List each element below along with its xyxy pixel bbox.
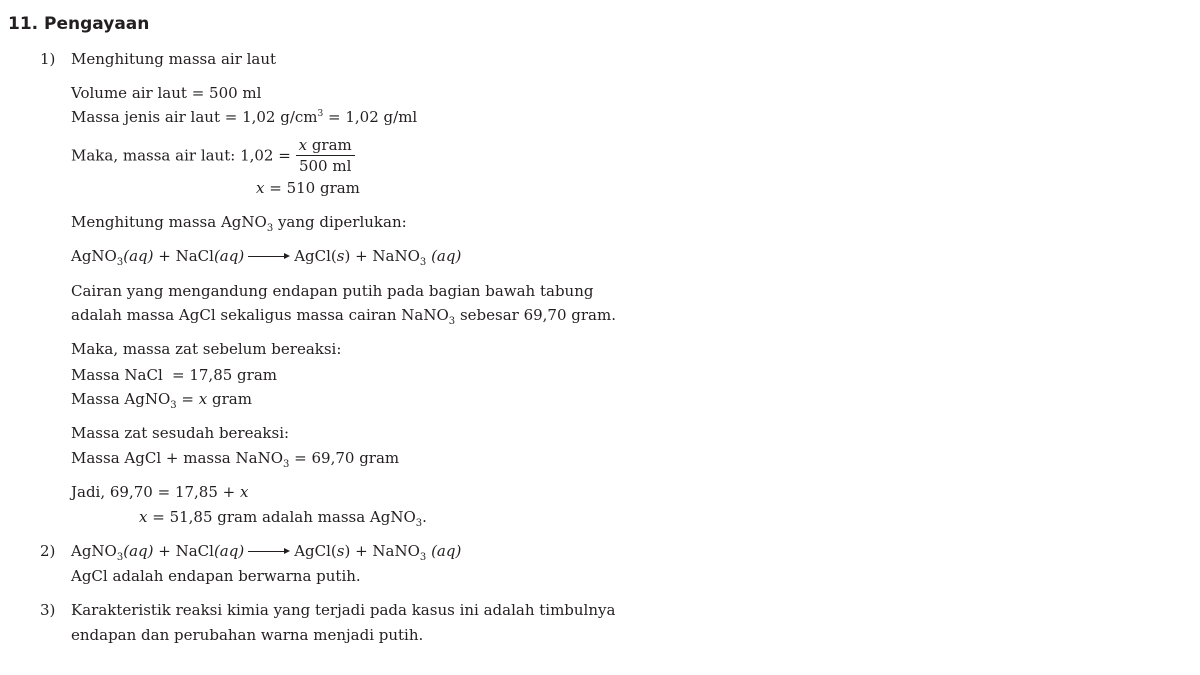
result-variable: x bbox=[256, 179, 265, 197]
cairan-text: adalah massa AgCl sekaligus massa cairan NaNO bbox=[71, 306, 449, 324]
mass-result bbox=[256, 178, 360, 198]
agno3-heading-text-end: yang diperlukan: bbox=[273, 213, 407, 231]
item3-line-2: endapan dan perubahan warna menjadi putih. bbox=[71, 626, 424, 644]
agno3-mass-label: Massa AgNO bbox=[71, 390, 171, 408]
sesudah-title: Massa zat sesudah bereaksi: bbox=[71, 424, 290, 442]
product-agcl: AgCl( bbox=[294, 247, 337, 265]
product-subscript: 3 bbox=[419, 552, 427, 563]
reactant-state: (aq) bbox=[123, 542, 154, 560]
jadi-text: Jadi, 69,70 = 17,85 + bbox=[71, 483, 240, 501]
reaction-equation-2 bbox=[71, 541, 461, 561]
final-text: = 51,85 gram adalah massa AgNO bbox=[147, 508, 416, 526]
final-result bbox=[139, 507, 427, 527]
product-close: ) bbox=[344, 247, 351, 265]
section-title: Pengayaan bbox=[44, 14, 150, 34]
sesudah-subscript: 3 bbox=[283, 459, 290, 470]
agno3-mass-variable: x bbox=[198, 390, 208, 408]
cairan-subscript: 3 bbox=[448, 316, 456, 327]
item-number-3: 3) bbox=[40, 601, 56, 619]
reaction-equation-1 bbox=[71, 246, 461, 266]
item2-line-2: AgCl adalah endapan berwarna putih. bbox=[71, 567, 361, 585]
agno3-heading bbox=[71, 212, 407, 232]
product-state: s bbox=[336, 542, 345, 560]
sesudah-line bbox=[71, 448, 399, 468]
reactant-nacl: + NaCl bbox=[153, 542, 214, 560]
mass-equation bbox=[71, 135, 355, 176]
product-subscript: 3 bbox=[419, 257, 427, 268]
section-number: 11. bbox=[8, 14, 39, 34]
item-number-2: 2) bbox=[40, 542, 56, 560]
mass-fraction bbox=[296, 135, 355, 176]
item3-line-1: Karakteristik reaksi kimia yang terjadi pada kasus ini adalah timbulnya bbox=[71, 601, 616, 619]
reactant-nacl: + NaCl bbox=[153, 247, 214, 265]
nacl-value: = 17,85 gram bbox=[172, 366, 277, 384]
result-value: = 510 gram bbox=[264, 179, 360, 197]
density-text-end: = 1,02 g/ml bbox=[323, 108, 418, 126]
cairan-line-1: Cairan yang mengandung endapan putih pada bagian bawah tabung bbox=[71, 282, 594, 300]
section-heading bbox=[8, 14, 149, 34]
jadi-line bbox=[71, 482, 248, 502]
jadi-variable: x bbox=[239, 483, 249, 501]
sebelum-title: Maka, massa zat sebelum bereaksi: bbox=[71, 340, 342, 358]
fraction-variable: x bbox=[298, 136, 308, 154]
nacl-label: Massa NaCl bbox=[71, 366, 163, 384]
product-nano3: + NaNO bbox=[350, 247, 420, 265]
reactant-state: (aq) bbox=[123, 247, 154, 265]
fraction-denominator: 500 ml bbox=[298, 157, 352, 175]
product-state-2: (aq) bbox=[426, 247, 462, 265]
final-subscript: 3 bbox=[415, 518, 423, 529]
reactant-subscript: 3 bbox=[116, 552, 124, 563]
agno3-mass-subscript: 3 bbox=[170, 400, 177, 411]
item-number-1: 1) bbox=[40, 50, 56, 68]
reaction-arrow-icon bbox=[248, 252, 290, 262]
agno3-heading-subscript: 3 bbox=[266, 223, 274, 234]
product-nano3: + NaNO bbox=[350, 542, 420, 560]
item1-title: Menghitung massa air laut bbox=[71, 50, 277, 68]
density-line bbox=[71, 107, 417, 127]
fraction-numerator bbox=[296, 135, 355, 156]
reactant-agno3: AgNO bbox=[71, 542, 117, 560]
product-state: s bbox=[336, 247, 345, 265]
final-period: . bbox=[422, 508, 427, 526]
final-variable: x bbox=[139, 508, 148, 526]
agno3-mass-unit: gram bbox=[207, 390, 252, 408]
sesudah-text: Massa AgCl + massa NaNO bbox=[71, 449, 283, 467]
agno3-mass-equals: = bbox=[176, 390, 199, 408]
density-superscript: 3 bbox=[317, 109, 324, 119]
product-close: ) bbox=[344, 542, 351, 560]
product-agcl: AgCl( bbox=[294, 542, 337, 560]
agno3-heading-text: Menghitung massa AgNO bbox=[71, 213, 267, 231]
sesudah-text-end: = 69,70 gram bbox=[289, 449, 400, 467]
reaction-arrow-icon bbox=[248, 547, 290, 557]
product-state-2: (aq) bbox=[426, 542, 462, 560]
volume-line: Volume air laut = 500 ml bbox=[71, 84, 262, 102]
mass-equation-label: Maka, massa air laut: 1,02 = bbox=[71, 146, 291, 165]
cairan-text-end: sebesar 69,70 gram. bbox=[455, 306, 616, 324]
reactant-state-2: (aq) bbox=[213, 542, 245, 560]
cairan-line-2 bbox=[71, 305, 616, 325]
agno3-mass-line bbox=[71, 389, 252, 409]
reactant-state-2: (aq) bbox=[213, 247, 245, 265]
fraction-unit: gram bbox=[307, 136, 352, 154]
reactant-subscript: 3 bbox=[116, 257, 124, 268]
reactant-agno3: AgNO bbox=[71, 247, 117, 265]
density-text: Massa jenis air laut = 1,02 g/cm bbox=[71, 108, 318, 126]
